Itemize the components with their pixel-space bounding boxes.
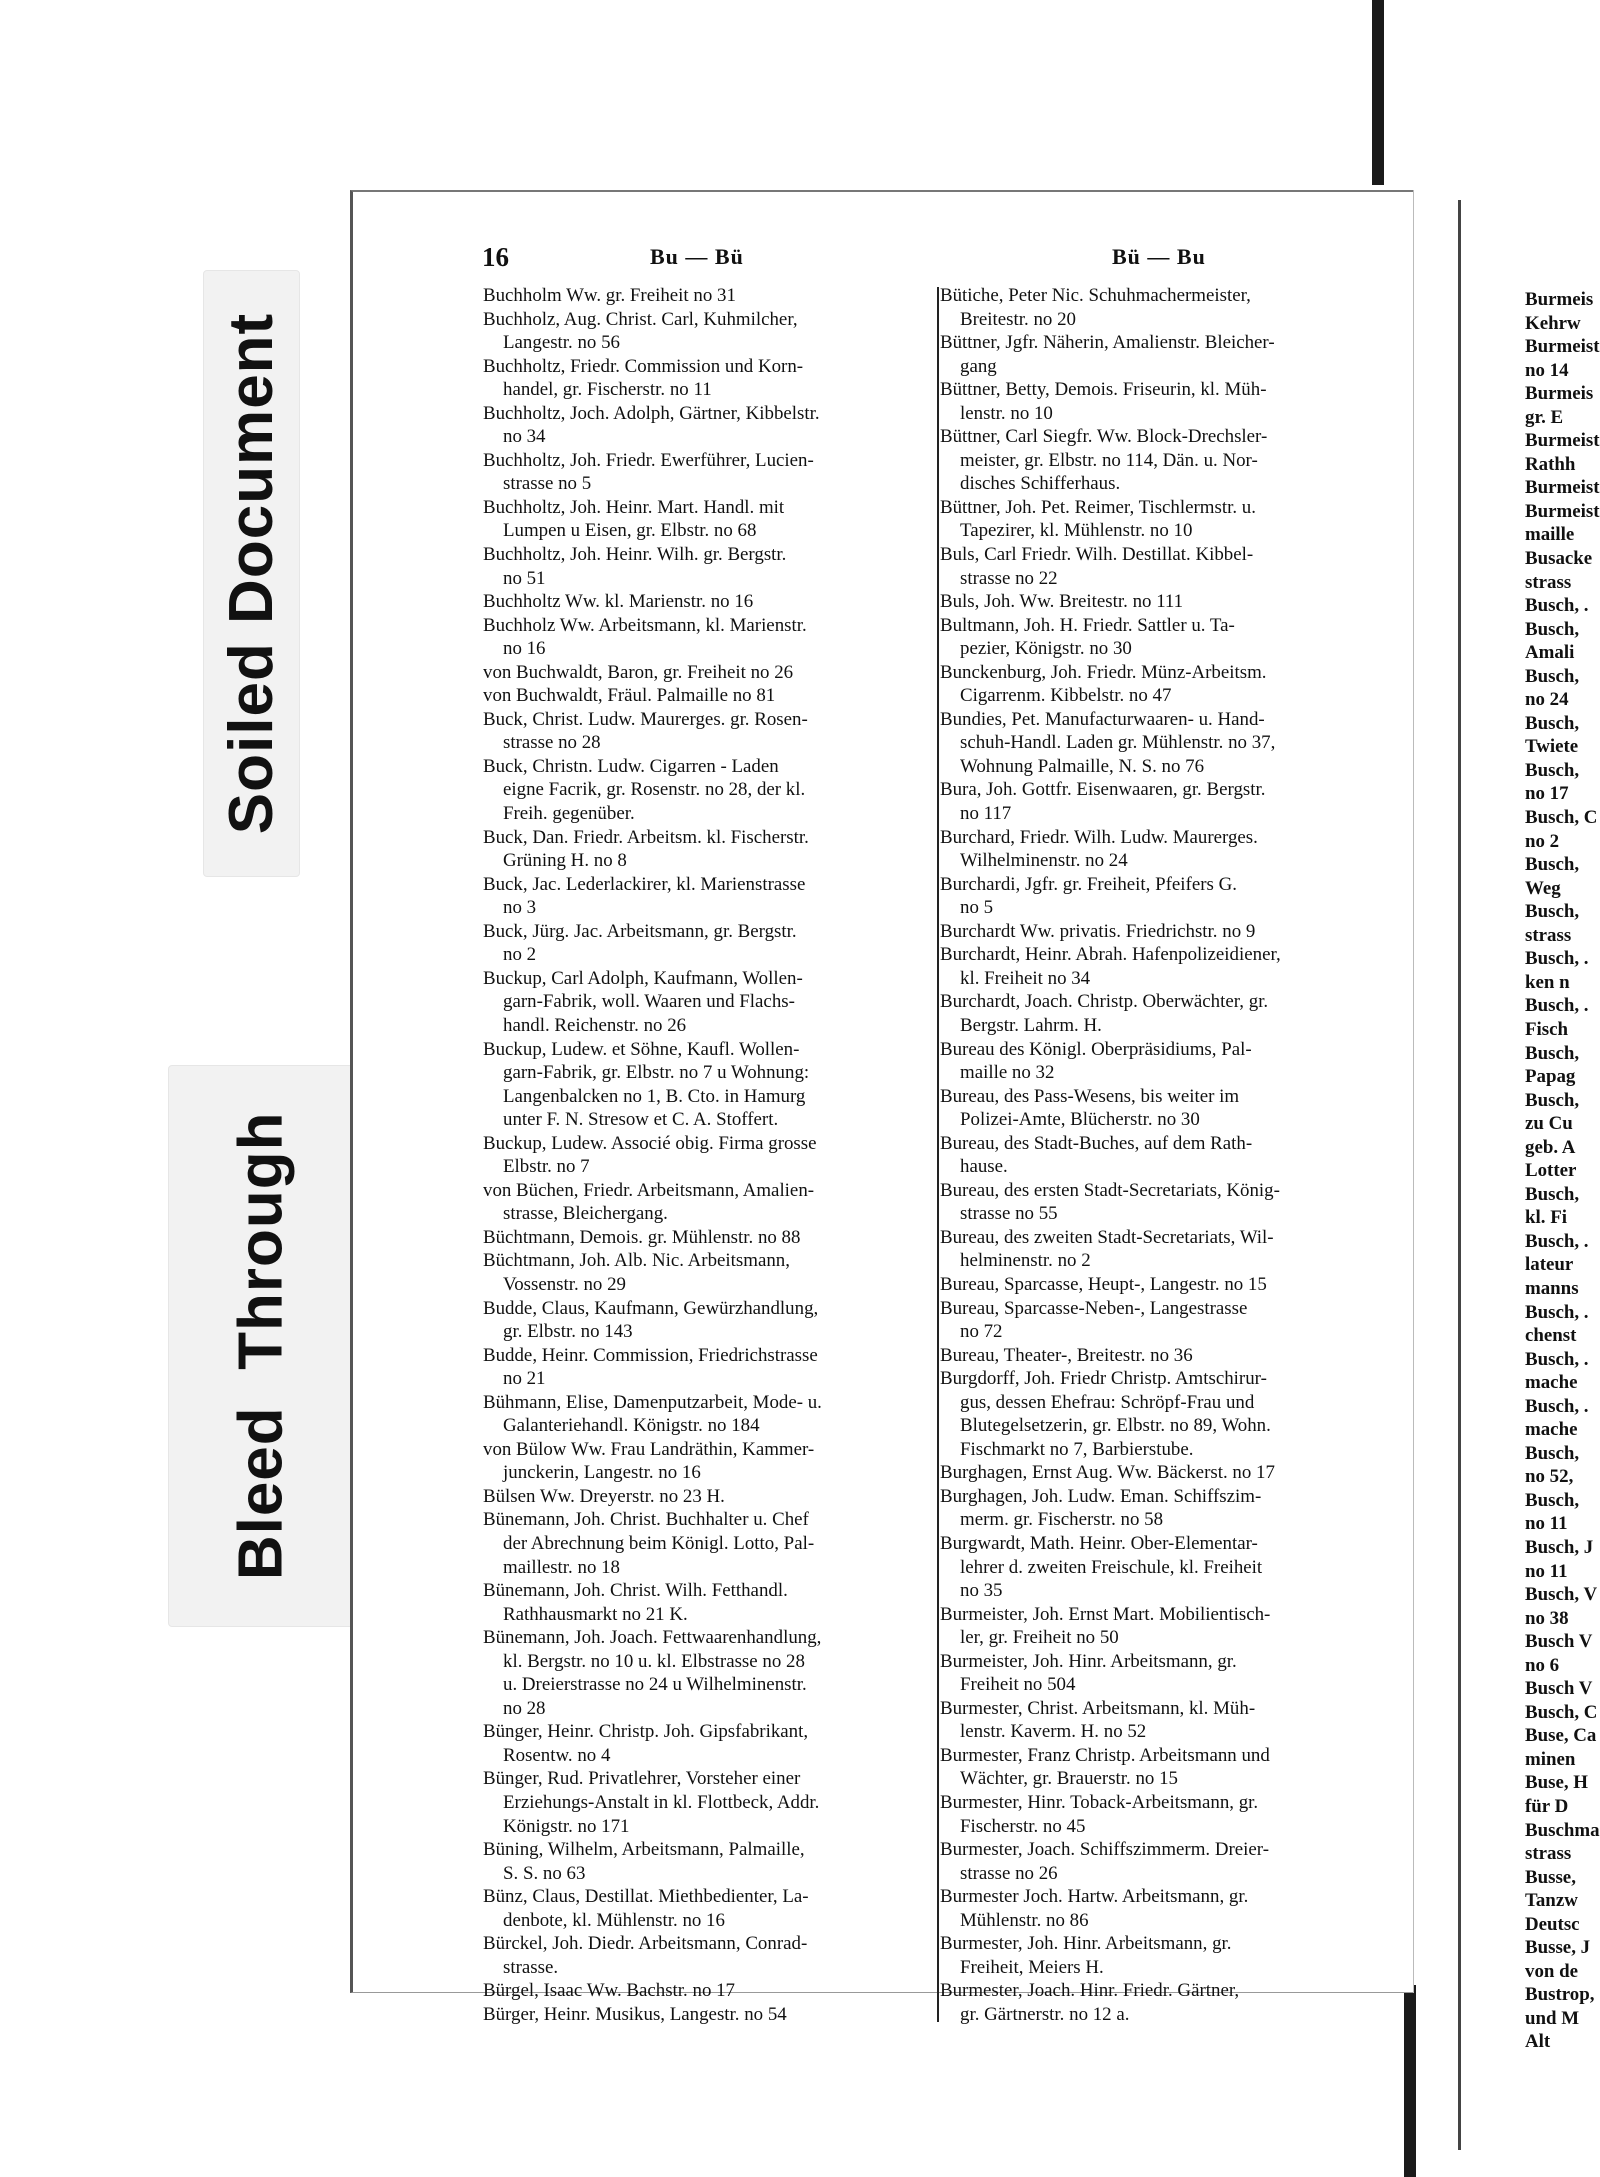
entry-line: Buchholtz, Friedr. Commission und Korn- <box>483 355 804 377</box>
entry-line: Buchholz Ww. Arbeitsmann, kl. Marienstr. <box>483 614 807 636</box>
entry-line: Buckup, Carl Adolph, Kaufmann, Wollen- <box>483 967 803 989</box>
entry-continuation-line: Grüning H. no 8 <box>503 850 627 872</box>
entry-continuation-line: no 34 <box>503 426 546 448</box>
entry-line: Burmester, Joach. Schiffszimmerm. Dreier- <box>940 1839 1269 1861</box>
soiled-document-label: Soiled Document <box>217 312 287 835</box>
entry-line: Burmeister, Joh. Ernst Mart. Mobilientisch- <box>940 1603 1271 1625</box>
next-page-line: no 38 <box>1525 1607 1569 1629</box>
next-page-line: no 6 <box>1525 1654 1560 1676</box>
entry-continuation-line: lenstr. no 10 <box>960 402 1053 424</box>
entry-continuation-line: strasse no 26 <box>960 1862 1058 1884</box>
entry-continuation-line: u. Dreierstrasse no 24 u Wilhelminenstr. <box>503 1674 807 1696</box>
next-page-line: strass <box>1525 1843 1572 1865</box>
next-page-line: Busse, J <box>1525 1937 1591 1959</box>
entry-line: Bureau, Sparcasse-Neben-, Langestrasse <box>940 1297 1248 1319</box>
next-page-line: Busch, <box>1525 1183 1580 1205</box>
entry-continuation-line: maille no 32 <box>960 1062 1055 1084</box>
next-page-line: no 2 <box>1525 830 1560 852</box>
binding-edge-top <box>1372 0 1384 185</box>
entry-continuation-line: Langestr. no 56 <box>503 332 620 354</box>
next-page-line: und M <box>1525 2007 1580 2029</box>
entry-continuation-line: gr. Elbstr. no 143 <box>503 1321 633 1343</box>
next-page-line: minen <box>1525 1748 1576 1770</box>
entry-continuation-line: Breitestr. no 20 <box>960 308 1076 330</box>
bleed-through-tag <box>168 1065 355 1627</box>
next-page-line: Burmeist <box>1525 477 1600 499</box>
entry-line: Buckup, Ludew. et Söhne, Kaufl. Wollen- <box>483 1038 800 1060</box>
next-page-line: no 17 <box>1525 783 1569 805</box>
next-page-line: zu Cu <box>1525 1113 1573 1135</box>
entry-continuation-line: Freiheit no 504 <box>960 1674 1076 1696</box>
entry-continuation-line: Blutegelsetzerin, gr. Elbstr. no 89, Wohn. <box>960 1415 1271 1437</box>
column-divider <box>937 287 939 2022</box>
entry-continuation-line: lenstr. Kaverm. H. no 52 <box>960 1721 1147 1743</box>
entry-line: Buchholtz, Joh. Heinr. Mart. Handl. mit <box>483 496 785 518</box>
entry-line: Budde, Heinr. Commission, Friedrichstrasse <box>483 1344 818 1366</box>
entry-line: Bürger, Heinr. Musikus, Langestr. no 54 <box>483 2003 787 2025</box>
entry-continuation-line: Erziehungs-Anstalt in kl. Flottbeck, Addr. <box>503 1792 820 1813</box>
entry-continuation-line: Galanteriehandl. Königstr. no 184 <box>503 1415 760 1437</box>
entry-line: Buck, Christn. Ludw. Cigarren - Laden <box>483 755 779 777</box>
entry-continuation-line: merm. gr. Fischerstr. no 58 <box>960 1509 1164 1531</box>
next-page-line: Weg <box>1525 877 1561 899</box>
entry-continuation-line: no 5 <box>960 897 994 919</box>
next-page-line: ken n <box>1525 971 1570 993</box>
next-page-line: Busch, . <box>1525 995 1589 1017</box>
entry-continuation-line: garn-Fabrik, woll. Waaren und Flachs- <box>503 991 795 1013</box>
entry-continuation-line: der Abrechnung beim Königl. Lotto, Pal- <box>503 1532 815 1554</box>
entry-continuation-line: strasse no 28 <box>503 732 601 754</box>
next-page-line: Buse, H <box>1525 1772 1588 1794</box>
next-page-line: Burmeist <box>1525 500 1600 522</box>
next-page-line: Busch, <box>1525 1089 1580 1111</box>
entry-line: Burghagen, Joh. Ludw. Eman. Schiffszim- <box>940 1485 1262 1507</box>
next-page-line: mache <box>1525 1372 1578 1394</box>
next-page-line: chenst <box>1525 1325 1577 1347</box>
entry-continuation-line: kl. Freiheit no 34 <box>960 967 1091 989</box>
next-page-line: von de <box>1525 1960 1579 1982</box>
entry-continuation-line: gr. Gärtnerstr. no 12 a. <box>960 2003 1130 2025</box>
entry-line: Burgdorff, Joh. Friedr Christp. Amtschirur- <box>940 1368 1267 1390</box>
next-page-line: Tanzw <box>1525 1890 1578 1912</box>
entry-continuation-line: junckerin, Langestr. no 16 <box>503 1462 701 1484</box>
entry-continuation-line: Vossenstr. no 29 <box>503 1273 626 1295</box>
entry-line: Bureau des Königl. Oberpräsidiums, Pal- <box>940 1038 1252 1060</box>
entry-line: Bunckenburg, Joh. Friedr. Münz-Arbeitsm. <box>940 661 1267 683</box>
entry-continuation-line: Tapezirer, kl. Mühlenstr. no 10 <box>960 520 1193 542</box>
next-page-line: Buse, Ca <box>1525 1725 1597 1747</box>
entry-line: Bünemann, Joh. Christ. Buchhalter u. Chef <box>483 1509 809 1531</box>
entry-continuation-line: Mühlenstr. no 86 <box>960 1909 1089 1931</box>
next-page-line: Busch, J <box>1525 1536 1594 1558</box>
next-page-line: Busch, <box>1525 901 1580 923</box>
entry-continuation-line: handl. Reichenstr. no 26 <box>503 1014 687 1036</box>
entry-continuation-line: denbote, kl. Mühlenstr. no 16 <box>503 1909 725 1931</box>
entry-continuation-line: no 21 <box>503 1368 546 1390</box>
entry-line: Bundies, Pet. Manufacturwaaren- u. Hand- <box>940 708 1265 730</box>
entry-continuation-line: no 2 <box>503 944 537 966</box>
entry-line: Buck, Jac. Lederlackirer, kl. Marienstrasse <box>483 873 806 895</box>
next-page-line: Alt <box>1525 2031 1551 2053</box>
next-page-line: no 14 <box>1525 359 1569 381</box>
entry-continuation-line: Freih. gegenüber. <box>503 803 635 825</box>
entry-continuation-line: Fischmarkt no 7, Barbierstube. <box>960 1438 1194 1460</box>
next-page-line: strass <box>1525 924 1572 946</box>
entry-line: Buck, Christ. Ludw. Maurerges. gr. Rosen- <box>483 708 808 730</box>
bleed-word: Bleed <box>226 1406 296 1581</box>
entry-continuation-line: Rosentw. no 4 <box>503 1744 611 1766</box>
next-page-line: Busch, . <box>1525 1301 1589 1323</box>
directory-column-left <box>483 284 935 2026</box>
next-page-line: no 52, <box>1525 1466 1574 1488</box>
entry-line: Buchholtz Ww. kl. Marienstr. no 16 <box>483 591 754 613</box>
entry-continuation-line: S. S. no 63 <box>503 1862 586 1884</box>
running-head-right: Bü — Bu <box>1112 244 1206 269</box>
next-page-line: no 11 <box>1525 1560 1568 1582</box>
entry-continuation-line: Elbstr. no 7 <box>503 1156 590 1178</box>
entry-line: Burmester, Joh. Hinr. Arbeitsmann, gr. <box>940 1933 1232 1955</box>
next-page-line: Deutsc <box>1525 1913 1580 1935</box>
through-word: Through <box>226 1111 296 1371</box>
entry-line: Bünemann, Joh. Joach. Fettwaarenhandlung, <box>483 1627 822 1649</box>
entry-line: Bünger, Heinr. Christp. Joh. Gipsfabrikant, <box>483 1721 809 1743</box>
entry-line: Burmester, Hinr. Toback-Arbeitsmann, gr. <box>940 1792 1259 1813</box>
entry-continuation-line: gus, dessen Ehefrau: Schröpf-Frau und <box>960 1391 1255 1413</box>
entry-line: Büttner, Jgfr. Näherin, Amalienstr. Bleicher- <box>940 332 1275 354</box>
entry-continuation-line: maillestr. no 18 <box>503 1556 621 1578</box>
entry-line: von Bülow Ww. Frau Landräthin, Kammer- <box>483 1438 815 1460</box>
entry-line: Bünemann, Joh. Christ. Wilh. Fetthandl. <box>483 1580 788 1602</box>
running-head-left: Bu — Bü <box>650 244 744 269</box>
entry-line: von Buchwaldt, Baron, gr. Freiheit no 26 <box>483 661 794 683</box>
entry-continuation-line: helminenstr. no 2 <box>960 1250 1091 1272</box>
entry-continuation-line: Lumpen u Eisen, gr. Elbstr. no 68 <box>503 520 757 542</box>
page-number: 16 <box>482 242 509 272</box>
next-page-line: Busch, . <box>1525 1348 1589 1370</box>
entry-line: Bühmann, Elise, Damenputzarbeit, Mode- u. <box>483 1391 822 1413</box>
entry-continuation-line: strasse no 55 <box>960 1203 1058 1225</box>
entry-continuation-line: hause. <box>960 1156 1008 1178</box>
entry-line: Bultmann, Joh. H. Friedr. Sattler u. Ta- <box>940 614 1235 636</box>
entry-continuation-line: Wächter, gr. Brauerstr. no 15 <box>960 1768 1178 1790</box>
entry-line: Bura, Joh. Gottfr. Eisenwaaren, gr. Bergstr. <box>940 779 1266 801</box>
next-page-line: no 24 <box>1525 689 1569 711</box>
entry-line: Bülsen Ww. Dreyerstr. no 23 H. <box>483 1485 725 1507</box>
next-page-line: Busch, . <box>1525 1395 1589 1417</box>
next-page-edge <box>1458 200 1600 2150</box>
next-page-line: geb. A <box>1525 1136 1576 1158</box>
next-page-line: Kehrw <box>1525 312 1581 334</box>
entry-line: Burghagen, Ernst Aug. Ww. Bäckerst. no 17 <box>940 1462 1275 1484</box>
entry-line: Bureau, Theater-, Breitestr. no 36 <box>940 1344 1193 1366</box>
entry-line: Buchholtz, Joch. Adolph, Gärtner, Kibbelstr. <box>483 402 820 424</box>
next-page-line: Burmeist <box>1525 336 1600 358</box>
entry-continuation-line: Fischerstr. no 45 <box>960 1815 1086 1837</box>
entry-continuation-line: Wilhelminenstr. no 24 <box>960 850 1128 872</box>
next-page-line: mache <box>1525 1419 1578 1441</box>
entry-line: von Buchwaldt, Fräul. Palmaille no 81 <box>483 685 776 707</box>
entry-continuation-line: no 28 <box>503 1697 546 1719</box>
entry-line: Burmester Joch. Hartw. Arbeitsmann, gr. <box>940 1886 1249 1908</box>
bleed-through-label <box>220 1112 304 1581</box>
next-page-line: Busch, <box>1525 1442 1580 1464</box>
next-page-line: Busch V <box>1525 1631 1593 1653</box>
entry-line: Buchholm Ww. gr. Freiheit no 31 <box>483 285 736 306</box>
entry-continuation-line: Königstr. no 171 <box>503 1815 630 1837</box>
entry-line: Budde, Claus, Kaufmann, Gewürzhandlung, <box>483 1297 819 1319</box>
entry-continuation-line: lehrer d. zweiten Freischule, kl. Freiheit <box>960 1556 1263 1578</box>
next-page-line: Busch, <box>1525 854 1580 876</box>
entry-continuation-line: ler, gr. Freiheit no 50 <box>960 1627 1119 1649</box>
entry-line: Burchardt, Joach. Christp. Oberwächter, gr. <box>940 991 1269 1013</box>
next-page-line: no 11 <box>1525 1513 1568 1535</box>
entry-line: Buckup, Ludew. Associé obig. Firma grosse <box>483 1132 817 1154</box>
entry-line: Bünger, Rud. Privatlehrer, Vorsteher einer <box>483 1768 801 1790</box>
entry-continuation-line: eigne Facrik, gr. Rosenstr. no 28, der kl. <box>503 779 806 801</box>
entry-continuation-line: Freiheit, Meiers H. <box>960 1956 1104 1978</box>
next-page-line: gr. E <box>1525 406 1564 428</box>
next-page-fragment <box>1461 200 1600 2054</box>
entry-line: Büning, Wilhelm, Arbeitsmann, Palmaille, <box>483 1839 805 1861</box>
next-page-line: manns <box>1525 1277 1579 1299</box>
entry-continuation-line: Langenbalcken no 1, B. Cto. in Hamurg <box>503 1085 806 1107</box>
next-page-line: Burmeis <box>1525 289 1594 310</box>
entry-line: von Büchen, Friedr. Arbeitsmann, Amalien- <box>483 1179 815 1201</box>
entry-line: Büttner, Betty, Demois. Friseurin, kl. Müh- <box>940 379 1267 401</box>
entry-line: Buls, Carl Friedr. Wilh. Destillat. Kibbel- <box>940 544 1254 566</box>
entry-line: Buchholtz, Joh. Heinr. Wilh. gr. Bergstr. <box>483 544 787 566</box>
entry-continuation-line: Wohnung Palmaille, N. S. no 76 <box>960 755 1205 777</box>
entry-line: Bünz, Claus, Destillat. Miethbedienter, La- <box>483 1886 809 1908</box>
entry-line: Buck, Dan. Friedr. Arbeitsm. kl. Fischerstr. <box>483 826 809 848</box>
entry-continuation-line: no 16 <box>503 638 546 660</box>
entry-continuation-line: strasse no 5 <box>503 473 592 495</box>
next-page-line: Busch, <box>1525 759 1580 781</box>
next-page-line: Busch, . <box>1525 948 1589 970</box>
entry-continuation-line: schuh-Handl. Laden gr. Mühlenstr. no 37, <box>960 732 1276 754</box>
next-page-line: für D <box>1525 1796 1569 1817</box>
next-page-line: Busch, <box>1525 1042 1580 1064</box>
entry-line: Bureau, des Pass-Wesens, bis weiter im <box>940 1085 1240 1107</box>
entry-continuation-line: no 35 <box>960 1580 1003 1602</box>
entry-continuation-line: no 72 <box>960 1321 1003 1343</box>
entry-line: Buck, Jürg. Jac. Arbeitsmann, gr. Bergstr. <box>483 920 797 942</box>
entry-line: Bütiche, Peter Nic. Schuhmachermeister, <box>940 285 1251 306</box>
next-page-line: strass <box>1525 571 1572 593</box>
entry-line: Bürgel, Isaac Ww. Bachstr. no 17 <box>483 1980 735 2002</box>
entry-line: Bureau, des ersten Stadt-Secretariats, König- <box>940 1179 1280 1201</box>
entry-continuation-line: kl. Bergstr. no 10 u. kl. Elbstrasse no 28 <box>503 1650 805 1672</box>
entry-continuation-line: disches Schifferhaus. <box>960 473 1121 495</box>
next-page-line: Busch, <box>1525 618 1580 640</box>
next-page-line: Busch, <box>1525 712 1580 734</box>
next-page-line: Busch, C <box>1525 1701 1598 1723</box>
entry-continuation-line: Bergstr. Lahrm. H. <box>960 1014 1102 1036</box>
next-page-line: Fisch <box>1525 1018 1569 1040</box>
next-page-line: Busch, V <box>1525 1584 1598 1606</box>
next-page-line: Buschma <box>1525 1819 1600 1841</box>
entry-line: Büttner, Joh. Pet. Reimer, Tischlermstr. u. <box>940 496 1256 518</box>
next-page-line: Rathh <box>1525 453 1576 475</box>
entry-continuation-line: garn-Fabrik, gr. Elbstr. no 7 u Wohnung: <box>503 1062 810 1084</box>
entry-line: Burchardt, Heinr. Abrah. Hafenpolizeidiener, <box>940 944 1281 966</box>
next-page-line: maille <box>1525 524 1575 546</box>
next-page-line: Papag <box>1525 1066 1576 1088</box>
entry-line: Burmeister, Joh. Hinr. Arbeitsmann, gr. <box>940 1650 1237 1672</box>
entry-continuation-line: no 117 <box>960 803 1012 825</box>
entry-line: Burmester, Christ. Arbeitsmann, kl. Müh- <box>940 1697 1256 1719</box>
entry-line: Burchardi, Jgfr. gr. Freiheit, Pfeifers G. <box>940 873 1237 895</box>
next-page-line: Bustrop, <box>1525 1984 1595 2006</box>
soiled-document-tag <box>203 270 300 877</box>
next-page-line: Burmeis <box>1525 383 1594 405</box>
next-page-line: Twiete <box>1525 736 1579 758</box>
entry-line: Bureau, Sparcasse, Heupt-, Langestr. no 15 <box>940 1273 1267 1295</box>
entry-continuation-line: strasse no 22 <box>960 567 1058 589</box>
next-page-line: Busacke <box>1525 548 1593 570</box>
next-page-line: Busse, <box>1525 1866 1576 1888</box>
entry-line: Burmester, Franz Christp. Arbeitsmann und <box>940 1744 1270 1766</box>
next-page-line: Busch, . <box>1525 595 1589 617</box>
next-page-line: lateur <box>1525 1254 1574 1276</box>
entry-line: Bürckel, Joh. Diedr. Arbeitsmann, Conrad- <box>483 1933 808 1955</box>
entry-line: Burchard, Friedr. Wilh. Ludw. Maurerges. <box>940 826 1258 848</box>
next-page-line: Busch, <box>1525 665 1580 687</box>
entry-continuation-line: Polizei-Amte, Blücherstr. no 30 <box>960 1109 1200 1131</box>
entry-continuation-line: strasse. <box>503 1956 559 1978</box>
entry-continuation-line: Rathhausmarkt no 21 K. <box>503 1603 688 1625</box>
binding-edge-bottom <box>1404 1985 1416 2177</box>
entry-line: Bureau, des Stadt-Buches, auf dem Rath- <box>940 1132 1253 1154</box>
entry-line: Burgwardt, Math. Heinr. Ober-Elementar- <box>940 1532 1258 1554</box>
entry-continuation-line: pezier, Königstr. no 30 <box>960 638 1132 660</box>
entry-continuation-line: no 3 <box>503 897 537 919</box>
entry-continuation-line: meister, gr. Elbstr. no 114, Dän. u. Nor- <box>960 449 1258 471</box>
next-page-line: Busch, . <box>1525 1230 1589 1252</box>
entry-line: Burmester, Joach. Hinr. Friedr. Gärtner, <box>940 1980 1240 2002</box>
entry-line: Büchtmann, Joh. Alb. Nic. Arbeitsmann, <box>483 1250 790 1272</box>
next-page-line: Burmeist <box>1525 430 1600 452</box>
entry-continuation-line: strasse, Bleichergang. <box>503 1203 668 1225</box>
entry-line: Burchardt Ww. privatis. Friedrichstr. no 9 <box>940 920 1256 942</box>
entry-line: Buchholz, Aug. Christ. Carl, Kuhmilcher, <box>483 308 798 330</box>
next-page-line: kl. Fi <box>1525 1207 1567 1229</box>
next-page-line: Amali <box>1525 642 1575 664</box>
next-page-line: Busch, C <box>1525 807 1598 829</box>
next-page-line: Busch, <box>1525 1489 1580 1511</box>
directory-column-right <box>940 284 1392 2026</box>
entry-line: Büchtmann, Demois. gr. Mühlenstr. no 88 <box>483 1226 801 1248</box>
entry-continuation-line: Cigarrenm. Kibbelstr. no 47 <box>960 685 1172 707</box>
entry-line: Buls, Joh. Ww. Breitestr. no 111 <box>940 591 1184 613</box>
entry-line: Bureau, des zweiten Stadt-Secretariats, Wil- <box>940 1226 1274 1248</box>
entry-continuation-line: handel, gr. Fischerstr. no 11 <box>503 379 712 401</box>
next-page-line: Lotter <box>1525 1160 1577 1182</box>
entry-continuation-line: gang <box>960 355 997 377</box>
entry-line: Büttner, Carl Siegfr. Ww. Block-Drechsler- <box>940 426 1268 448</box>
entry-continuation-line: unter F. N. Stresow et C. A. Stoffert. <box>503 1109 779 1131</box>
next-page-line: Busch V <box>1525 1678 1593 1700</box>
entry-continuation-line: no 51 <box>503 567 546 589</box>
entry-line: Buchholtz, Joh. Friedr. Ewerführer, Lucien- <box>483 449 814 471</box>
